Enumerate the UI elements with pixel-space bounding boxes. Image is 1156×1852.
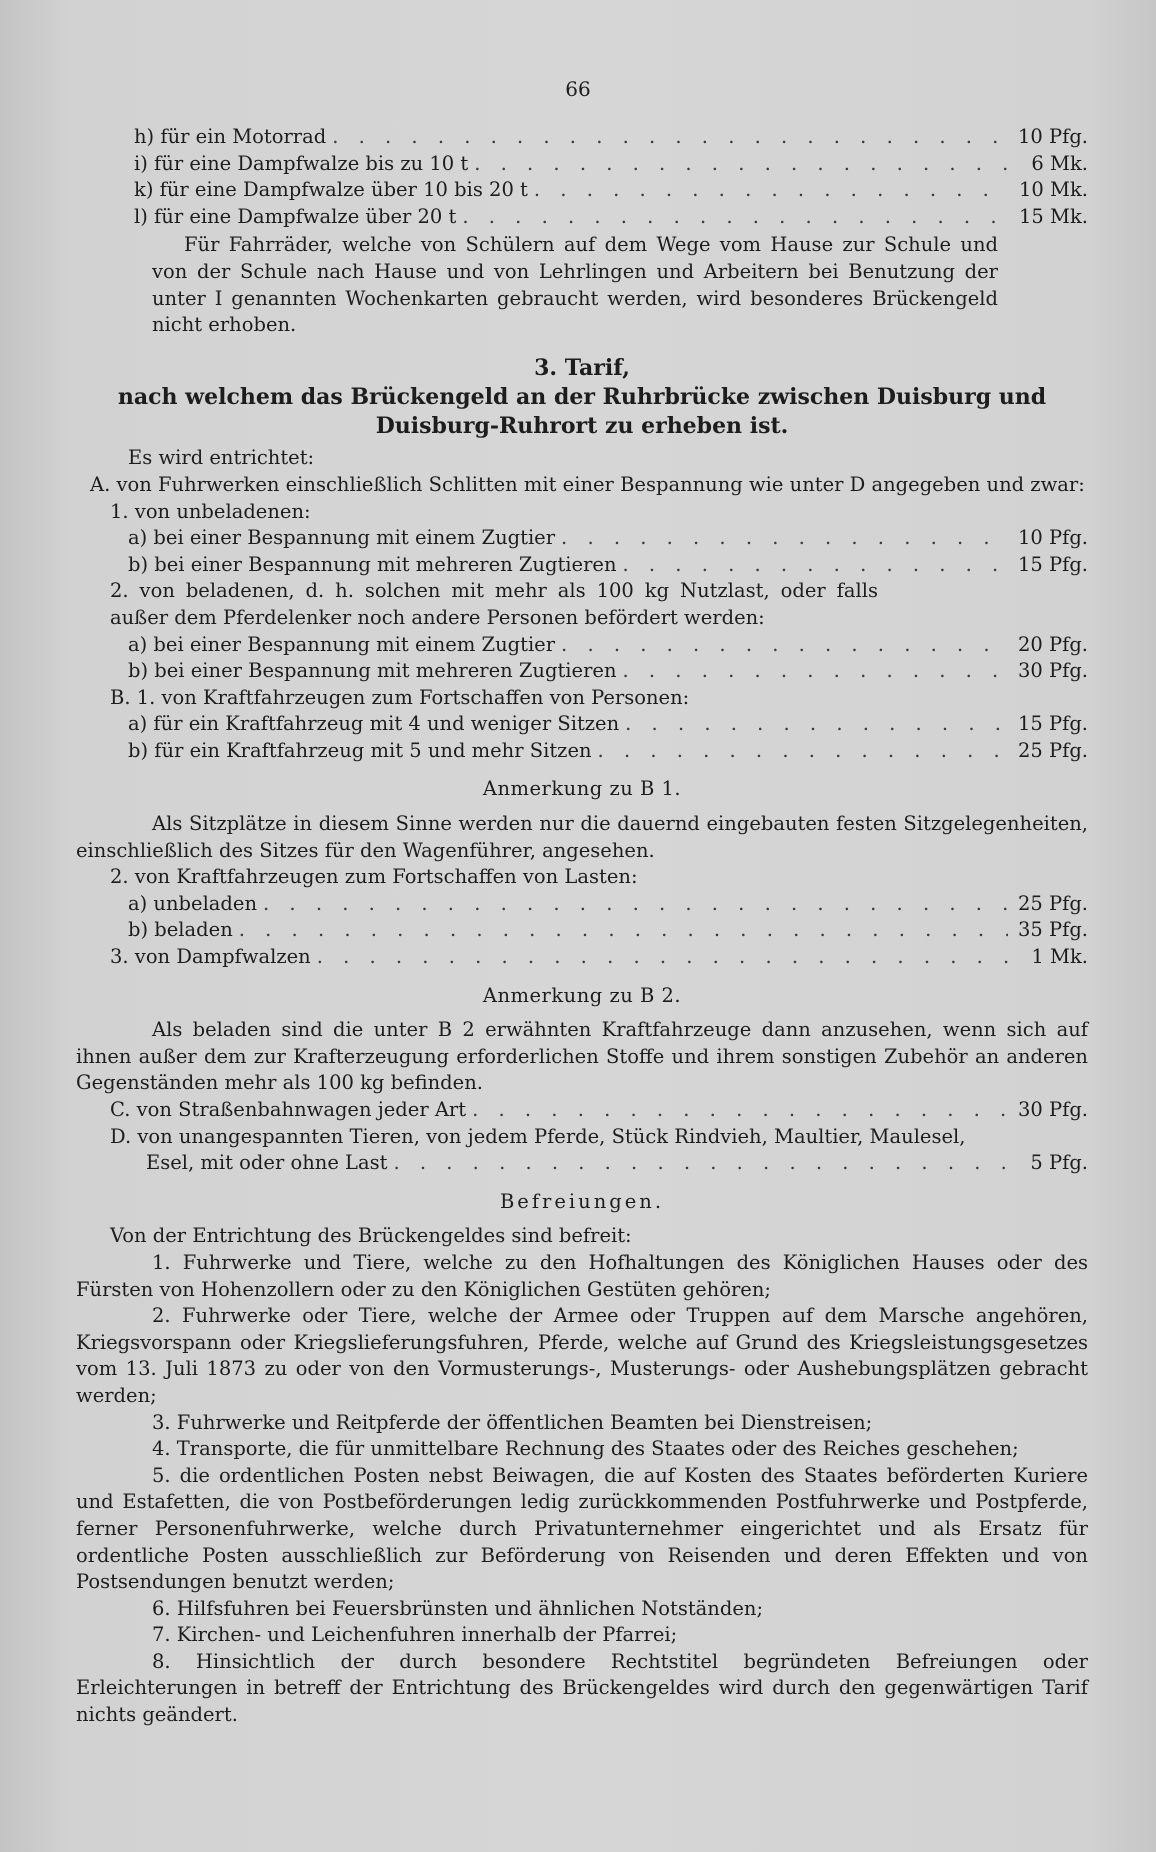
section-a-sub1-label: 1. von unbeladenen: <box>110 499 311 523</box>
section-b2-items <box>76 891 1088 944</box>
section-d-line1: D. von unangespannten Tieren, von jedem Pferde, Stück Rindvieh, Maultier, Maulesel, <box>110 1124 966 1148</box>
tarif-heading: nach welchem das Brückengeld an der Ruhrbrücke zwischen Duisburg und Duisburg-Ruhrort zu erheben ist. <box>117 384 1047 440</box>
tariff-row: C. von Straßenbahnwagen jeder Art . . . 30 Pfg. <box>110 1097 1088 1124</box>
tariff-row: 3. von Dampfwalzen . . . 1 Mk. <box>110 944 1088 971</box>
tariff-row: a) unbeladen . . . 25 Pfg. <box>128 891 1088 918</box>
anmerkung-b1-title: Anmerkung zu B 1. <box>482 777 682 801</box>
tariff-row: a) für ein Kraftfahrzeug mit 4 und weniger Sitzen . . . 15 Pfg. <box>128 711 1088 738</box>
befreiung-item: 6. Hilfsfuhren bei Feuersbrünsten und ähnlichen Notständen; <box>152 1596 764 1620</box>
section-b3 <box>76 944 1088 971</box>
befreiung-item: 7. Kirchen- und Leichenfuhren innerhalb der Pfarrei; <box>152 1623 678 1647</box>
befreiung-item: 1. Fuhrwerke und Tiere, welche zu den Hofhaltungen des Königlichen Hauses oder des Fürsten von Hohenzollern oder zu den Königlichen Gestüten gehören; <box>76 1250 1088 1301</box>
befreiungen-title: Befreiungen. <box>499 1189 665 1213</box>
section-a-sub1-items <box>76 525 1088 578</box>
section-a-label: A. von Fuhrwerken einschließlich Schlitten mit einer Bespannung wie unter D angegeben und zwar: <box>90 472 1085 496</box>
section-b1-label: B. 1. von Kraftfahrzeugen zum Fortschaffen von Personen: <box>110 685 690 709</box>
tariff-row: b) bei einer Bespannung mit mehreren Zugtieren . . . 15 Pfg. <box>128 552 1088 579</box>
bicycle-note: Für Fahrräder, welche von Schülern auf dem Wege vom Hause zur Schule und von der Schule nach Hause und von Lehrlingen und Arbeitern bei Benutzung der unter I genannten Wochenkarten gebraucht werden, wird besonderes Brückengeld nicht erhoben. <box>152 233 998 337</box>
tariff-row: Esel, mit oder ohne Last . . . 5 Pfg. <box>110 1150 1088 1177</box>
tariff-row: a) bei einer Bespannung mit einem Zugtier . . . 20 Pfg. <box>128 632 1088 659</box>
befreiung-item: 8. Hinsichtlich der durch besondere Rechtstitel begründeten Befreiungen oder Erleichterungen in betreff der Entrichtung des Brückengeldes wird durch den gegenwärtigen Tarif nichts geändert. <box>76 1649 1088 1727</box>
section-a-sub2-label: 2. von beladenen, d. h. solchen mit mehr als 100 kg Nutzlast, oder falls außer dem Pferdelenker noch andere Personen befördert werden: <box>110 579 878 629</box>
tariff-row: i) für eine Dampfwalze bis zu 10 t . . . 6 Mk. <box>134 151 1088 178</box>
section-b1-items <box>76 711 1088 764</box>
befreiung-item: 3. Fuhrwerke und Reitpferde der öffentlichen Beamten bei Dienstreisen; <box>152 1410 873 1434</box>
page-number: 66 <box>565 77 591 101</box>
section-c <box>76 1097 1088 1124</box>
tariff-row: h) für ein Motorrad . . . 10 Pfg. <box>134 124 1088 151</box>
tariff-row: b) beladen . . . 35 Pfg. <box>128 917 1088 944</box>
section-d <box>76 1124 1088 1177</box>
tarif-number: 3. Tarif, <box>534 354 630 381</box>
anmerkung-b1-text: Als Sitzplätze in diesem Sinne werden nur die dauernd eingebauten festen Sitzgelegenheiten, einschließlich des Sitzes für den Wagenführer, angesehen. <box>76 812 1088 862</box>
tariff-row: k) für eine Dampfwalze über 10 bis 20 t . . . 10 Mk. <box>134 177 1088 204</box>
tariff-row: a) bei einer Bespannung mit einem Zugtier . . . 10 Pfg. <box>128 525 1088 552</box>
befreiungen-intro: Von der Entrichtung des Brückengeldes sind befreit: <box>110 1224 632 1248</box>
section-b2-label: 2. von Kraftfahrzeugen zum Fortschaffen von Lasten: <box>110 865 638 889</box>
anmerkung-b2-title: Anmerkung zu B 2. <box>482 983 682 1007</box>
section-a-sub2-items <box>76 632 1088 685</box>
anmerkung-b2-text: Als beladen sind die unter B 2 erwähnten Kraftfahrzeuge dann anzusehen, wenn sich auf ihnen außer dem zur Krafterzeugung erforderlichen Stoffe und ihrem sonstigen Zubehör an anderen Gegenständen mehr als 100 kg befinden. <box>76 1018 1088 1095</box>
befreiung-item: 2. Fuhrwerke oder Tiere, welche der Armee oder Truppen auf dem Marsche angehören, Kriegsvorspann oder Kriegslieferungsfuhren, Pferde, welche auf Grund des Kriegsleistungsgesetzes vom 13. Juli 1873 zu oder von den Vormusterungs-, Musterungs- oder Aushebungsplätzen gebracht werden; <box>76 1304 1088 1407</box>
befreiung-item: 4. Transporte, die für unmittelbare Rechnung des Staates oder des Reiches geschehen; <box>152 1437 1019 1461</box>
befreiung-item: 5. die ordentlichen Posten nebst Beiwagen, die auf Kosten des Staates beförderten Kuriere und Estafetten, die von Postbeförderungen ledig zurückkommenden Postfuhrwerke und Postpferde, ferner Personenfuhrwerke, welche durch Privatunternehmer eingerichtet und als Ersatz für ordentliche Posten ausschließlich zur Beförderung von Reisenden und deren Effekten und von Postsendungen benutzt werden; <box>76 1463 1088 1594</box>
tariff-row: l) für eine Dampfwalze über 20 t . . . 15 Mk. <box>134 204 1088 231</box>
tariff-row: b) für ein Kraftfahrzeug mit 5 und mehr Sitzen . . . 25 Pfg. <box>128 738 1088 765</box>
page-content <box>76 124 1088 1729</box>
intro-text: Es wird entrichtet: <box>128 446 315 470</box>
tariff-row: b) bei einer Bespannung mit mehreren Zugtieren . . . 30 Pfg. <box>128 658 1088 685</box>
top-items <box>76 124 1088 230</box>
